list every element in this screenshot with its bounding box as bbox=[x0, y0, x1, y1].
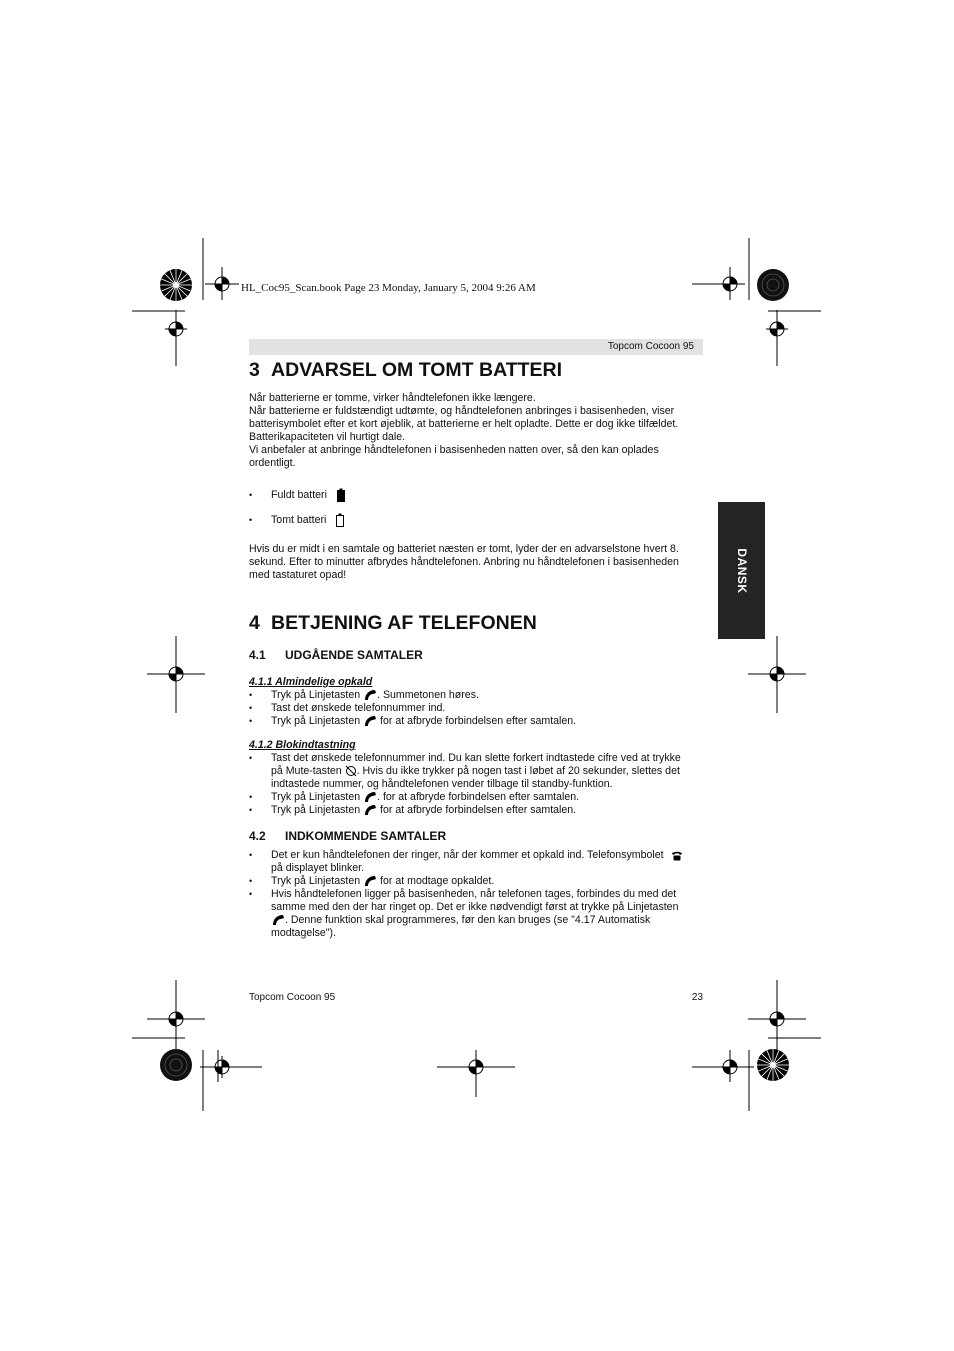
subsection-heading: UDGÅENDE SAMTALER bbox=[285, 648, 423, 662]
telephone-icon bbox=[671, 850, 683, 861]
section-4-title bbox=[249, 611, 703, 635]
item-text: på Mute-tasten bbox=[271, 765, 342, 777]
subsection-4-1-1-title: 4.1.1 Almindelige opkald bbox=[249, 676, 373, 688]
section-4-heading: BETJENING AF TELEFONEN bbox=[271, 612, 537, 634]
line-key-icon bbox=[363, 715, 377, 727]
section-3-title bbox=[249, 358, 703, 382]
subsection-4-1-2-title: 4.1.2 Blokindtastning bbox=[249, 739, 356, 751]
item-text: Tryk på Linjetasten bbox=[271, 804, 361, 816]
item-text: Tast det ønskede telefonnummer ind. bbox=[271, 702, 446, 714]
section-3-heading: ADVARSEL OM TOMT BATTERI bbox=[271, 359, 563, 381]
list-item: • Tryk på Linjetasten for at afbryde forbindelsen efter samtalen. bbox=[249, 804, 577, 816]
section-3-warning bbox=[249, 543, 703, 582]
item-text: Tryk på Linjetasten bbox=[271, 689, 361, 701]
item-text: samme med den der har ringet op. Det er ikke nødvendigt først at trykke på Linjetasten bbox=[271, 901, 679, 913]
line-key-icon bbox=[363, 689, 377, 701]
line-key-icon bbox=[363, 875, 377, 887]
section-3-number: 3 bbox=[249, 359, 260, 381]
subsection-4-1-title bbox=[249, 649, 703, 662]
mute-key-icon bbox=[345, 765, 357, 777]
item-text: . for at afbryde forbindelsen efter samtalen. bbox=[377, 791, 580, 803]
ordinary-calls-list bbox=[249, 689, 703, 728]
print-info: HL_Coc95_Scan.book Page 23 Monday, January 5, 2004 9:26 AM bbox=[241, 282, 536, 294]
empty-battery-label: Tomt batteri bbox=[271, 514, 327, 526]
text-line: Hvis du er midt i en samtale og batteriet næsten er tomt, lyder der en advarselstone hvert 8. bbox=[249, 543, 679, 555]
list-item: • Tast det ønskede telefonnummer ind. bbox=[249, 702, 446, 714]
list-item: • Tryk på Linjetasten . for at afbryde forbindelsen efter samtalen. bbox=[249, 791, 580, 803]
item-text: . Summetonen høres. bbox=[377, 689, 479, 701]
item-text: . Hvis du ikke trykker på nogen tast i løbet af 20 sekunder, slettes det bbox=[356, 765, 680, 777]
list-item: • Tryk på Linjetasten . Summetonen høres. bbox=[249, 689, 479, 701]
section-4-number: 4 bbox=[249, 612, 260, 634]
full-battery-label: Fuldt batteri bbox=[271, 489, 327, 501]
list-item: • Det er kun håndtelefonen der ringer, når der kommer et opkald ind. Telefonsymbolet på displayet blinker. bbox=[249, 849, 703, 875]
language-tab bbox=[718, 502, 765, 639]
text-line: Når batterierne er fuldstændigt udtømte, og håndtelefonen anbringes i basisenheden, viser bbox=[249, 405, 675, 417]
item-text: for at modtage opkaldet. bbox=[380, 875, 495, 887]
text-line: Vi anbefaler at anbringe håndtelefonen i basisenheden natten over, så den kan oplades bbox=[249, 444, 659, 456]
list-item: • Hvis håndtelefonen ligger på basisenheden, når telefonen tages, forbindes du med det samme med den der har ringet op. Det er ikke nødvendigt først at trykke på Linjetasten . Denne funktion skal programmeres, før den kan bruges (se "4.17 Automatisk modtagelse"). bbox=[249, 888, 679, 939]
battery-list bbox=[249, 483, 703, 533]
header-product: Topcom Cocoon 95 bbox=[607, 341, 694, 352]
subsection-number: 4.1 bbox=[249, 648, 266, 662]
page-number: 23 bbox=[691, 992, 703, 1003]
text-line: batterisymbolet efter et kort øjeblik, at batterierne er helt opladte. Dette er dog ikke tilfældet. bbox=[249, 418, 679, 430]
text-line: ordentligt. bbox=[249, 457, 296, 469]
item-text: Tryk på Linjetasten bbox=[271, 875, 361, 887]
page-body bbox=[249, 358, 703, 940]
line-key-icon bbox=[271, 914, 285, 926]
item-text: indtastede nummer, og håndtelefonen vender tilbage til standby-funktion. bbox=[271, 778, 613, 790]
item-text: Tryk på Linjetasten bbox=[271, 791, 361, 803]
item-text: . Denne funktion skal programmeres, før den kan bruges (se "4.17 Automatisk bbox=[285, 914, 651, 926]
footer-product: Topcom Cocoon 95 bbox=[249, 992, 336, 1003]
list-item: • Tast det ønskede telefonnummer ind. Du kan slette forkert indtastede cifre ved at trykke på Mute-tasten . Hvis du ikke trykker på nogen tast i løbet af 20 sekunder, slettes det indtastede nummer, og håndtelefonen vender tilbage til standby-funktion. bbox=[249, 752, 681, 790]
item-text: Hvis håndtelefonen ligger på basisenheden, når telefonen tages, forbindes du med det bbox=[271, 888, 677, 900]
subsection-number: 4.2 bbox=[249, 829, 266, 843]
item-text: på displayet blinker. bbox=[271, 862, 365, 874]
text-line: Batterikapaciteten vil hurtigt dale. bbox=[249, 431, 406, 443]
item-text: Tryk på Linjetasten bbox=[271, 715, 361, 727]
item-text: for at afbryde forbindelsen efter samtalen. bbox=[380, 715, 577, 727]
incoming-calls-list bbox=[249, 849, 703, 940]
text-line: med tastaturet opad! bbox=[249, 569, 347, 581]
text-line: Når batterierne er tomme, virker håndtelefonen ikke længere. bbox=[249, 392, 536, 404]
item-text: modtagelse"). bbox=[271, 927, 337, 939]
list-item: • Tryk på Linjetasten for at afbryde forbindelsen efter samtalen. bbox=[249, 715, 577, 727]
line-key-icon bbox=[363, 804, 377, 816]
battery-full-icon bbox=[336, 488, 346, 502]
text-line: sekund. Efter to minutter afbrydes håndtelefonen. Anbring nu håndtelefonen i basisenheden bbox=[249, 556, 679, 568]
language-tab-label: DANSK bbox=[734, 547, 749, 594]
running-header bbox=[249, 339, 703, 355]
block-dialing-list bbox=[249, 752, 703, 817]
list-item: • Tomt batteri bbox=[249, 508, 703, 533]
list-item: • Tryk på Linjetasten for at modtage opkaldet. bbox=[249, 875, 495, 887]
subsection-heading: INDKOMMENDE SAMTALER bbox=[285, 829, 447, 843]
item-text: Det er kun håndtelefonen der ringer, når der kommer et opkald ind. Telefonsymbolet bbox=[271, 849, 664, 861]
subsection-4-2-title bbox=[249, 830, 703, 843]
item-text: for at afbryde forbindelsen efter samtalen. bbox=[380, 804, 577, 816]
line-key-icon bbox=[363, 791, 377, 803]
section-3-intro bbox=[249, 392, 703, 470]
battery-empty-icon bbox=[335, 513, 345, 527]
item-text: Tast det ønskede telefonnummer ind. Du kan slette forkert indtastede cifre ved at trykke bbox=[271, 752, 681, 764]
list-item: • Fuldt batteri bbox=[249, 483, 703, 508]
